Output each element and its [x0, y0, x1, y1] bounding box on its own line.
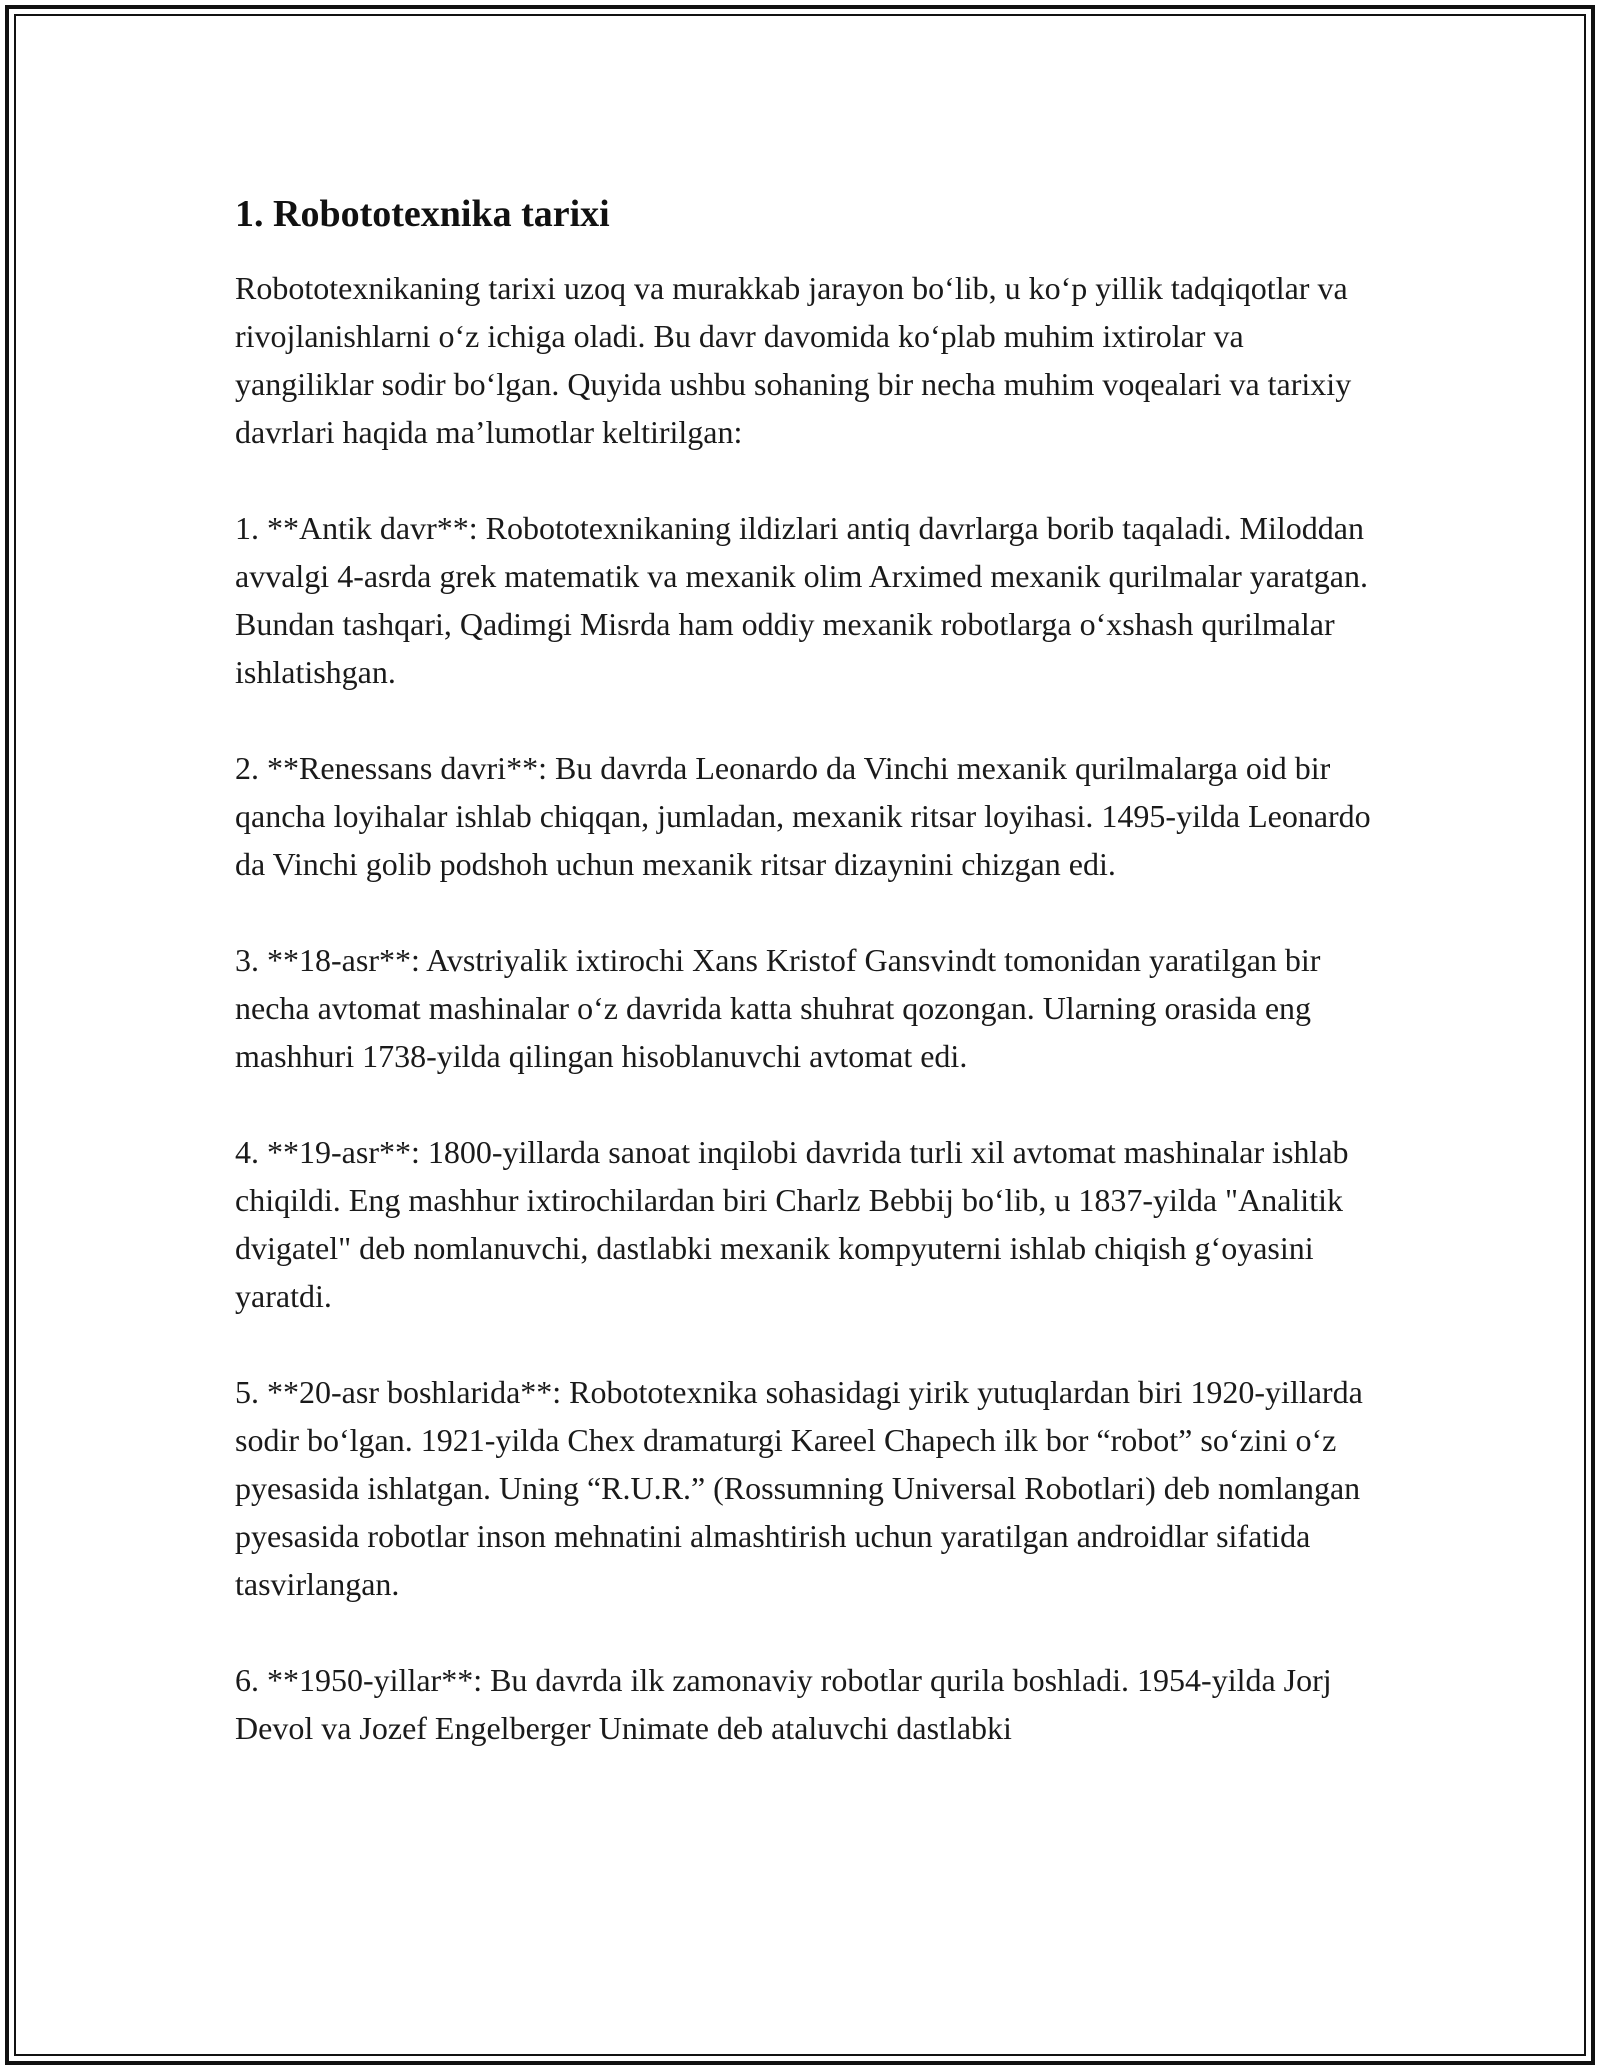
- paragraph-18-asr: 3. **18-asr**: Avstriyalik ixtirochi Xans Kristof Gansvindt tomonidan yaratilgan bir necha avtomat mashinalar o‘z davrida katta shuhrat qozongan. Ularning orasida eng mashhuri 1738-yilda qilingan hisoblanuvchi avtomat edi.: [235, 942, 1321, 1074]
- paragraph-20-asr: 5. **20-asr boshlarida**: Robototexnika sohasidagi yirik yutuqlardan biri 1920-yillarda sodir bo‘lgan. 1921-yilda Chex dramaturgi Kareel Chapech ilk bor “robot” so‘zini o‘z pyesasida ishlatgan. Uning “R.U.R.” (Rossumning Universal Robotlari) deb nomlangan pyesasida robotlar inson mehnatini almashtirish uchun yaratilgan androidlar sifatida tasvirlangan.: [235, 1374, 1363, 1602]
- paragraph-1950-yillar: 6. **1950-yillar**: Bu davrda ilk zamonaviy robotlar qurila boshladi. 1954-yilda Jorj Devol va Jozef Engelberger Unimate deb ataluvchi dastlabki: [235, 1662, 1332, 1746]
- section-title: 1. Robototexnika tarixi: [235, 193, 610, 235]
- document-body: [235, 186, 1380, 1800]
- paragraph-renessans-davri: 2. **Renessans davri**: Bu davrda Leonardo da Vinchi mexanik qurilmalarga oid bir qancha loyihalar ishlab chiqqan, jumladan, mexanik ritsar loyihasi. 1495-yilda Leonardo da Vinchi golib podshoh uchun mexanik ritsar dizaynini chizgan edi.: [235, 750, 1371, 882]
- paragraph-19-asr: 4. **19-asr**: 1800-yillarda sanoat inqilobi davrida turli xil avtomat mashinalar ishlab chiqildi. Eng mashhur ixtirochilardan biri Charlz Bebbij bo‘lib, u 1837-yilda "Analitik dvigatel" deb nomlanuvchi, dastlabki mexanik kompyuterni ishlab chiqish g‘oyasini yaratdi.: [235, 1134, 1349, 1314]
- paragraph-antik-davr: 1. **Antik davr**: Robototexnikaning ildizlari antiq davrlarga borib taqaladi. Miloddan avvalgi 4-asrda grek matematik va mexanik olim Arximed mexanik qurilmalar yaratgan. Bundan tashqari, Qadimgi Misrda ham oddiy mexanik robotlarga o‘xshash qurilmalar ishlatishgan.: [235, 510, 1368, 690]
- intro-paragraph: Robototexnikaning tarixi uzoq va murakkab jarayon bo‘lib, u ko‘p yillik tadqiqotlar va rivojlanishlarni o‘z ichiga oladi. Bu davr davomida ko‘plab muhim ixtirolar va yangiliklar sodir bo‘lgan. Quyida ushbu sohaning bir necha muhim voqealari va tarixiy davrlari haqida ma’lumotlar keltirilgan:: [235, 270, 1352, 450]
